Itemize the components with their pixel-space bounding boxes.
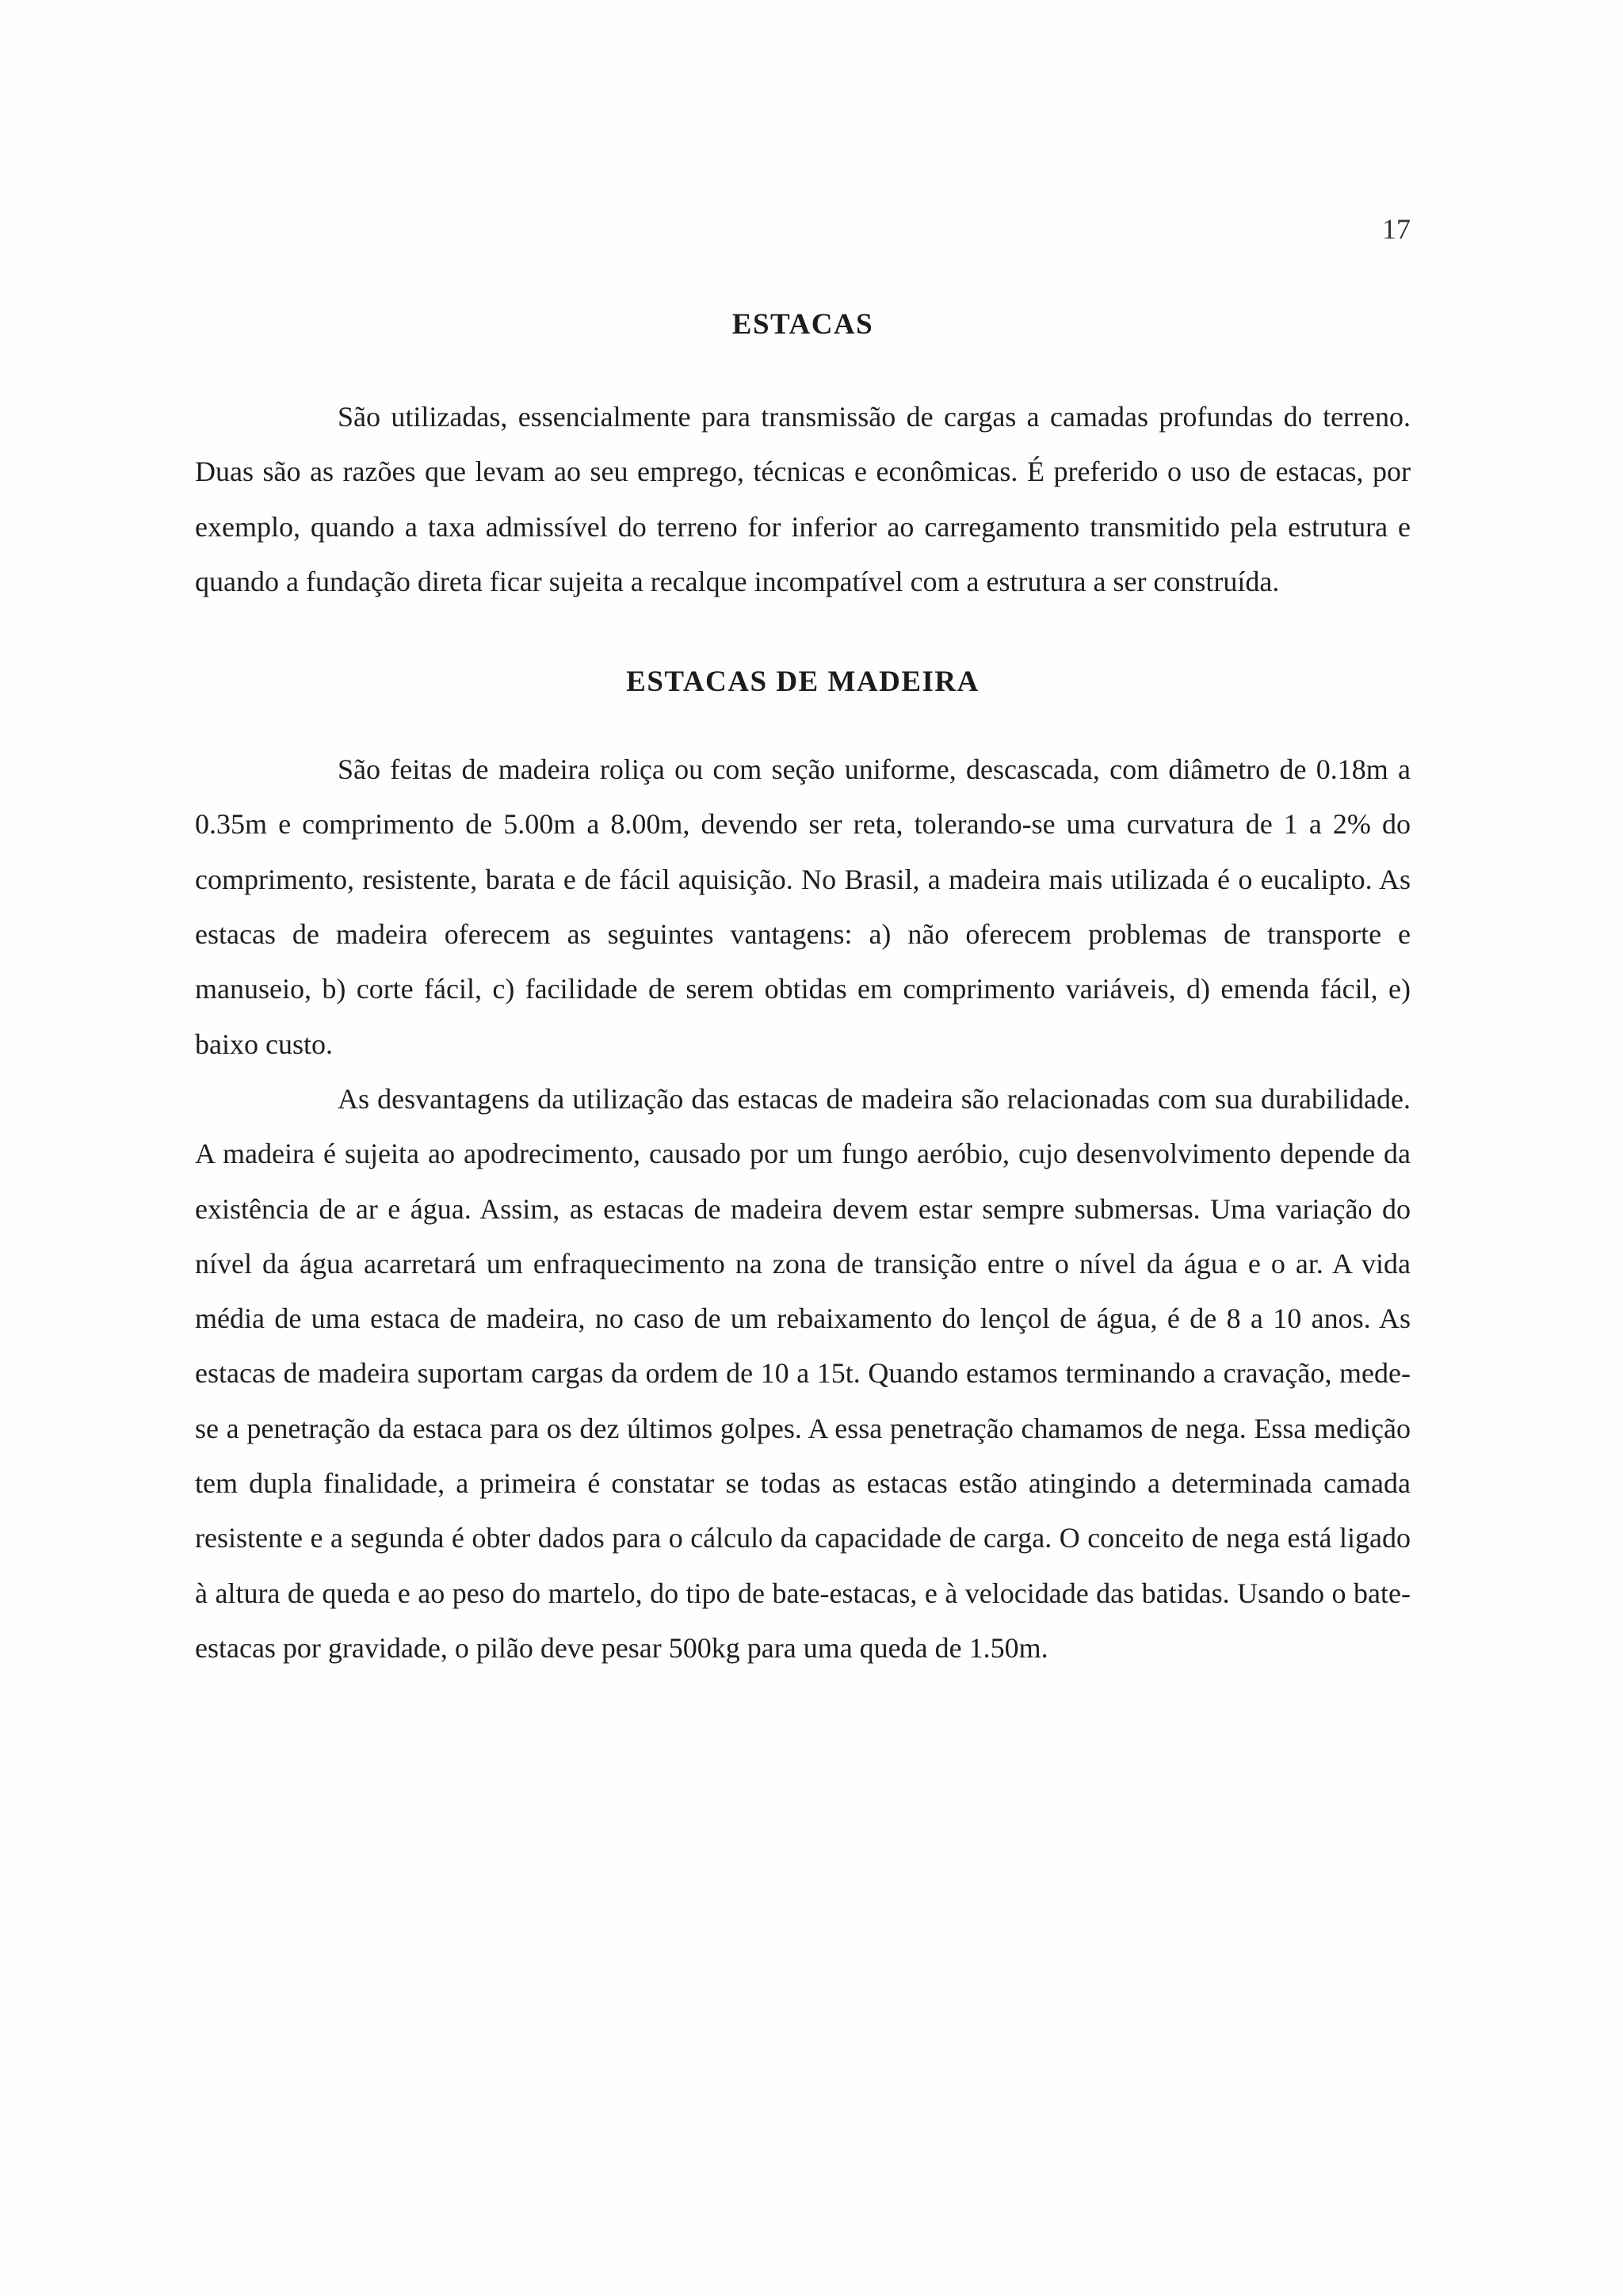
paragraph-estacas-intro: São utilizadas, essencialmente para transmissão de cargas a camadas profundas do terreno. Duas são as razões que levam ao seu emprego, técnicas e econômicas. É preferido o uso de estacas, por exemplo, quando a taxa admissível do terreno for inferior ao carregamento transmitido pela estrutura e quando a fundação direta ficar sujeita a recalque incompatível com a estrutura a ser construída.	[195, 401, 1411, 597]
page-number: 17	[1382, 213, 1411, 245]
section-title-estacas: ESTACAS	[731, 308, 874, 341]
paragraph-madeira-disadvantages: As desvantagens da utilização das estacas de madeira são relacionadas com sua durabilidade. A madeira é sujeita ao apodrecimento, causado por um fungo aeróbio, cujo desenvolvimento depende da existência de ar e água. Assim, as estacas de madeira devem estar sempre submersas. Uma variação do nível da água acarretará um enfraquecimento na zona de transição entre o nível da água e o ar. A vida média de uma estaca de madeira, no caso de um rebaixamento do lençol de água, é de 8 a 10 anos. As estacas de madeira suportam cargas da ordem de 10 a 15t. Quando estamos terminando a cravação, mede-se a penetração da estaca para os dez últimos golpes. A essa penetração chamamos de nega. Essa medição tem dupla finalidade, a primeira é constatar se todas as estacas estão atingindo a determinada camada resistente e a segunda é obter dados para o cálculo da capacidade de carga. O conceito de nega está ligado à altura de queda e ao peso do martelo, do tipo de bate-estacas, e à velocidade das batidas. Usando o bate-estacas por gravidade, o pilão deve pesar 500kg para uma queda de 1.50m.	[195, 1082, 1411, 1664]
page-content	[195, 301, 1411, 1676]
paragraph-madeira-description: São feitas de madeira roliça ou com seção uniforme, descascada, com diâmetro de 0.18m a 0.35m e comprimento de 5.00m a 8.00m, devendo ser reta, tolerando-se uma curvatura de 1 a 2% do comprimento, resistente, barata e de fácil aquisição. No Brasil, a madeira mais utilizada é o eucalipto. As estacas de madeira oferecem as seguintes vantagens: a) não oferecem problemas de transporte e manuseio, b) corte fácil, c) facilidade de serem obtidas em comprimento variáveis, d) emenda fácil, e) baixo custo.	[195, 753, 1411, 1060]
section-title-estacas-de-madeira: ESTACAS DE MADEIRA	[626, 666, 980, 699]
